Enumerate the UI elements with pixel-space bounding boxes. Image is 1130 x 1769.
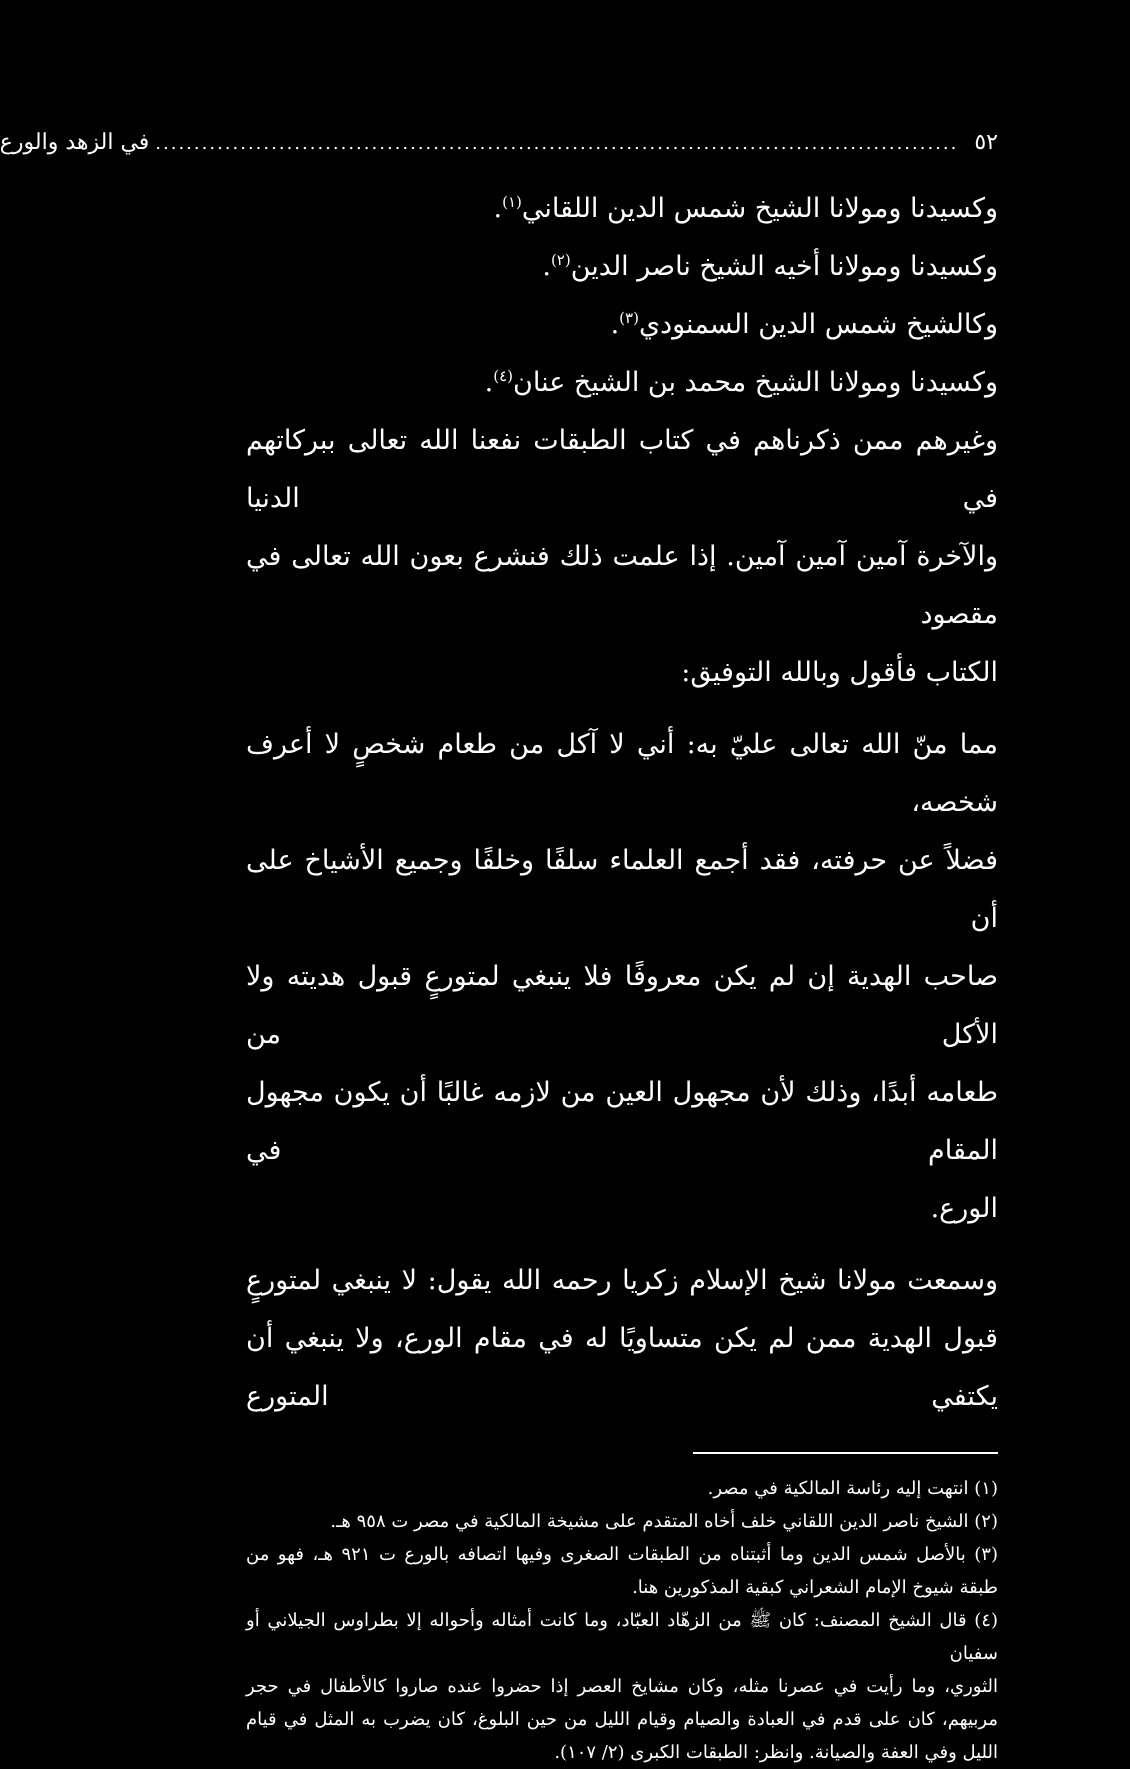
footnote-3-cont: طبقة شيوخ الإمام الشعراني كبقية المذكورين هنا.: [632, 1577, 998, 1598]
text-line-3: وكالشيخ شمس الدين السمنودي$^{(٣)}$.: [610, 309, 998, 340]
footnote-separator: [693, 1452, 998, 1454]
footnote-1: (١) انتهت إليه رئاسة المالكية في مصر.: [707, 1478, 998, 1499]
footnote-ref-1[interactable]: (١): [502, 193, 522, 211]
running-header: [0, 130, 998, 180]
page-number: ٥٢: [974, 130, 998, 155]
text-line-12: الورع.: [930, 1193, 998, 1224]
text-line-2: وكسيدنا ومولانا أخيه الشيخ ناصر الدين$^{(٢)}$.: [542, 251, 998, 282]
footnote-ref-4[interactable]: (٤): [493, 367, 514, 385]
text-line-6: والآخرة آمين آمين آمين. إذا علمت ذلك فنشرع بعون الله تعالى في مقصود: [246, 541, 998, 630]
footnote-4-cont-1: الثوري، وما رأيت في عصرنا مثله، وكان مشايخ العصر إذا حضروا عنده صاروا كالأطفال في حجر: [246, 1676, 998, 1697]
footnote-2: (٢) الشيخ ناصر الدين اللقاني خلف أخاه المتقدم على مشيخة المالكية في مصر ت ٩٥٨ هـ.: [330, 1511, 998, 1532]
text-line-4: وكسيدنا ومولانا الشيخ محمد بن الشيخ عنان$^{(٤)}$.: [484, 367, 998, 398]
footnote-4-cont-2: مربيهم، كان على قدم في العبادة والصيام وقيام الليل من حين البلوغ، كان يضرب به المثل في قيام: [246, 1709, 998, 1730]
text-line-10: صاحب الهدية إن لم يكن معروفًا فلا ينبغي لمتورعٍ قبول هديته ولا الأكل من: [246, 961, 998, 1050]
text-line-9: فضلاً عن حرفته، فقد أجمع العلماء سلفًا وخلفًا وجميع الأشياخ على أن: [246, 845, 998, 934]
header-title: في الزهد والورع: [0, 130, 150, 155]
dot-leader: ........................................................................................................: [155, 133, 959, 154]
text-line-8: مما منّ الله تعالى عليّ به: أني لا آكل من طعام شخصٍ لا أعرف شخصه،: [246, 729, 998, 818]
footnote-ref-3[interactable]: (٣): [619, 309, 639, 327]
text-line-13: وسمعت مولانا شيخ الإسلام زكريا رحمه الله يقول: لا ينبغي لمتورعٍ: [246, 1265, 998, 1296]
text-line-7: الكتاب فأقول وبالله التوفيق:: [681, 657, 998, 688]
text-line-14: قبول الهدية ممن لم يكن متساويًا له في مقام الورع، ولا ينبغي أن يكتفي المتورع: [246, 1323, 998, 1412]
paragraph-gap-2: [246, 1238, 998, 1252]
text-line-5: وغيرهم ممن ذكرناهم في كتاب الطبقات نفعنا الله تعالى ببركاتهم في الدنيا: [246, 425, 998, 514]
paragraph-gap: [246, 702, 998, 716]
footnote-ref-2[interactable]: (٢): [550, 251, 571, 269]
page: [0, 130, 998, 1769]
footnote-3: (٣) بالأصل شمس الدين وما أثبتناه من الطبقات الصغرى وفيها اتصافه بالورع ت ٩٢١ هـ، فهو من: [246, 1544, 998, 1565]
text-line-1: وكسيدنا ومولانا الشيخ شمس الدين اللقاني$^{(١)}$.: [493, 193, 998, 224]
footnote-4-cont-3: الليل وفي العفة والصيانة. وانظر: الطبقات الكبرى (٢/ ١٠٧).: [554, 1742, 998, 1763]
footnotes: [246, 1472, 998, 1769]
footnote-4: (٤) قال الشيخ المصنف: كان ﷺ من الزهّاد العبّاد، وما كانت أمثاله وأحواله إلا بطراوس الجيلاني أو سفيان: [246, 1610, 998, 1664]
text-line-11: طعامه أبدًا، وذلك لأن مجهول العين من لازمه غالبًا أن يكون مجهول المقام في: [246, 1077, 998, 1166]
